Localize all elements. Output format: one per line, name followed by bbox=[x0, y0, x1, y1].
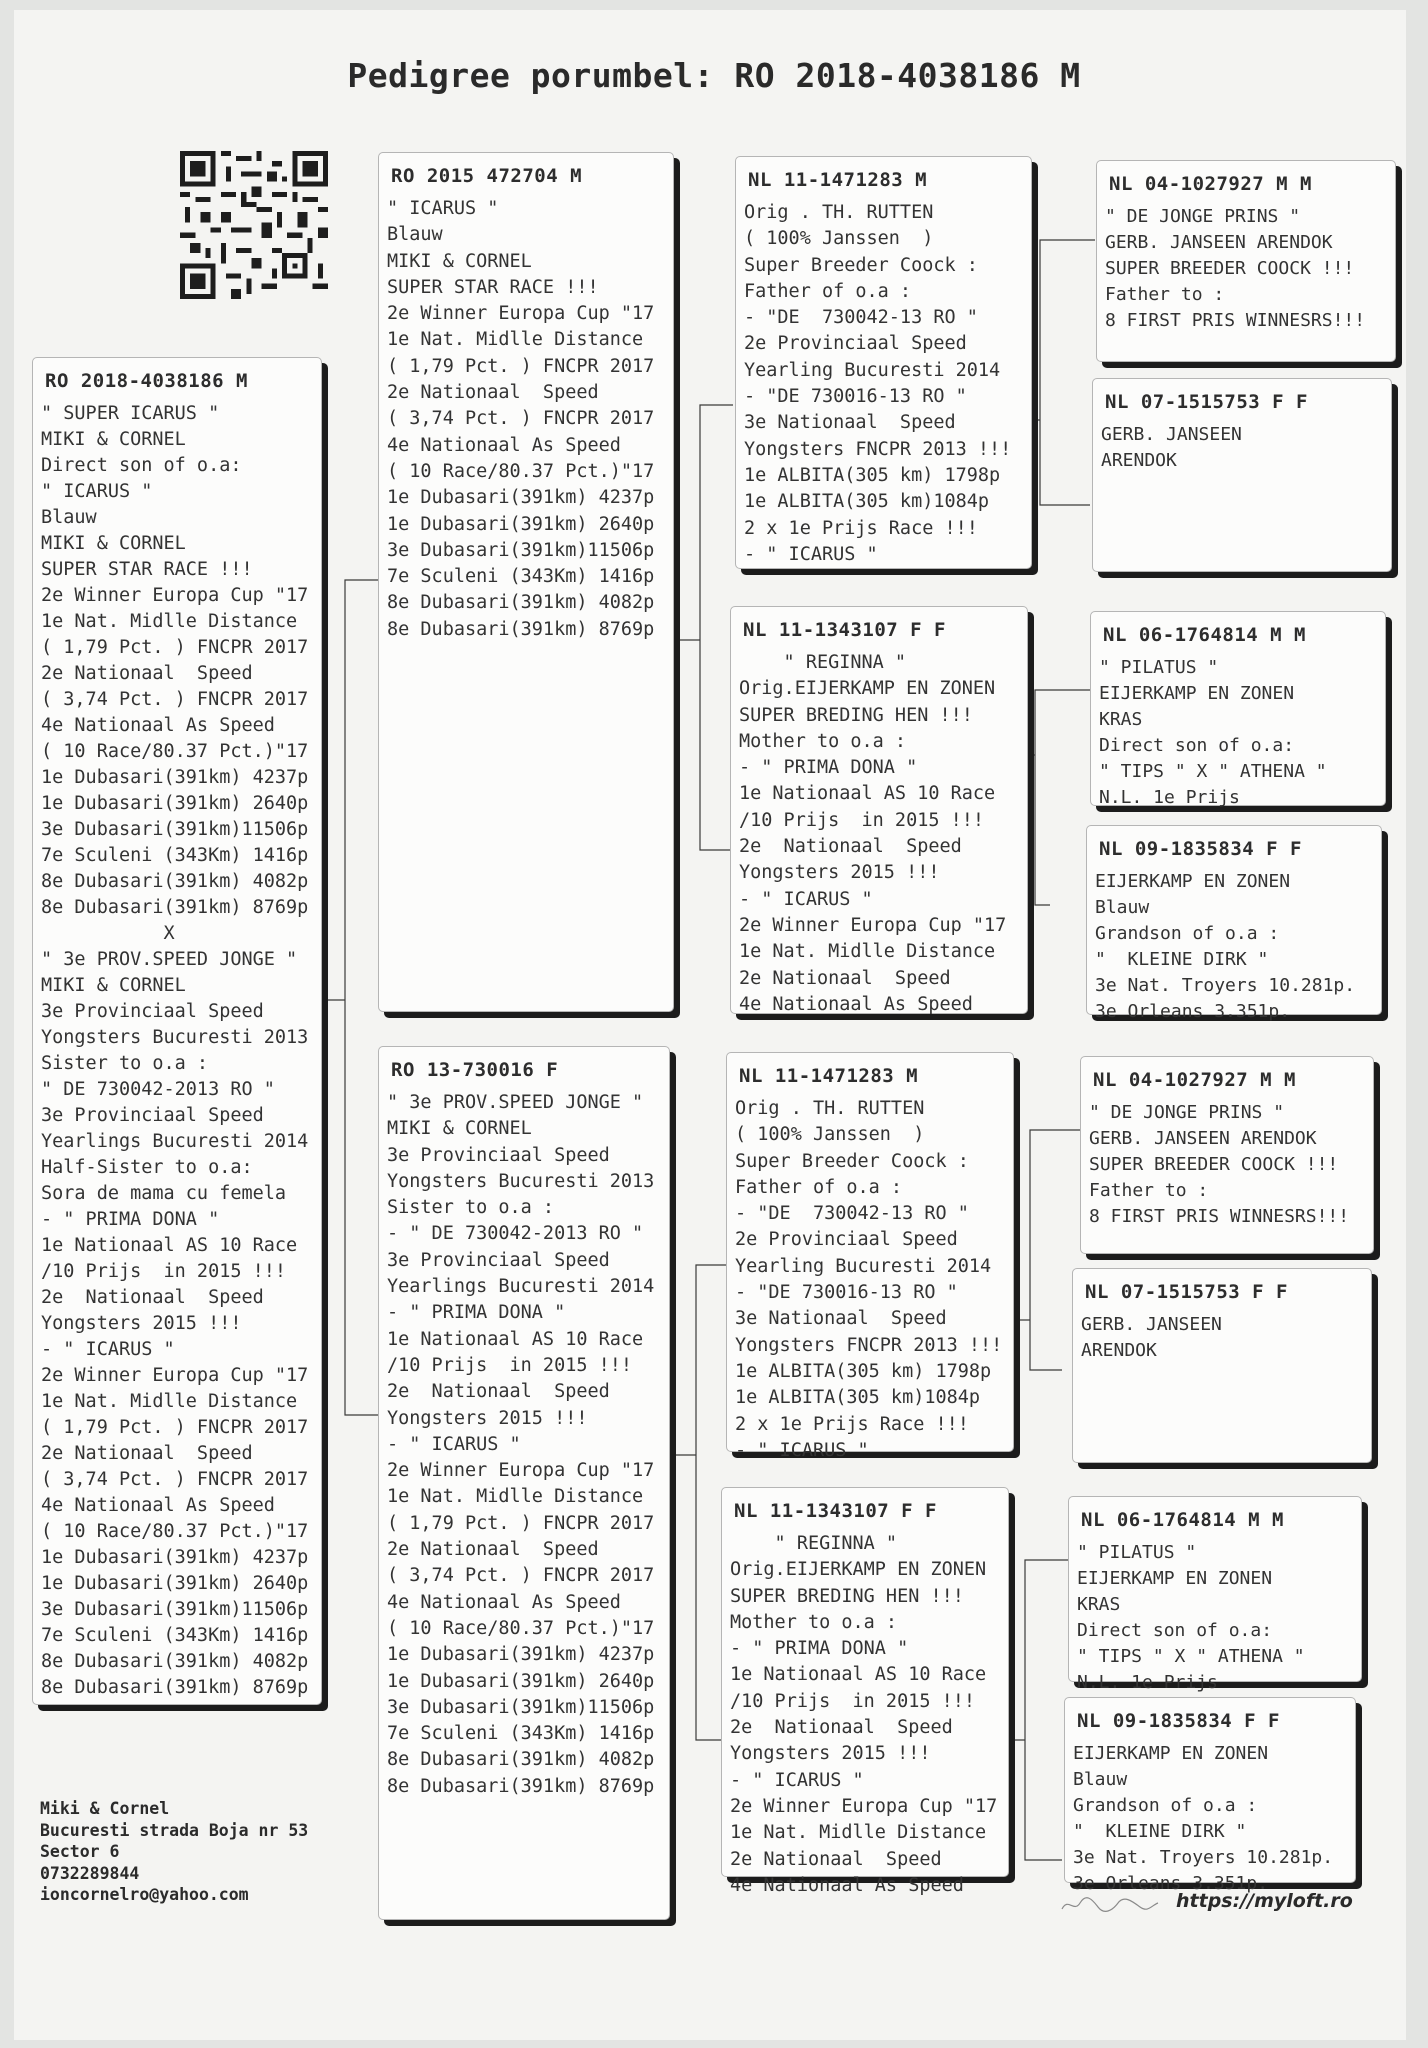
detail-line: /10 Prijs in 2015 !!! bbox=[41, 1261, 287, 1282]
detail-line: MIKI & CORNEL bbox=[41, 975, 186, 996]
detail-line: Direct son of o.a: bbox=[41, 455, 242, 476]
detail-line: 1e Dubasari(391km) 2640p bbox=[41, 793, 309, 814]
detail-line: Sister to o.a : bbox=[41, 1053, 209, 1074]
detail-line: Yongsters FNCPR 2013 !!! bbox=[744, 438, 1012, 460]
detail-line: Super Breeder Coock : bbox=[735, 1150, 969, 1172]
detail-line: 3e Dubasari(391km)11506p bbox=[387, 1696, 655, 1718]
detail-line: 2 x 1e Prijs Race !!! bbox=[735, 1413, 969, 1435]
detail-line: Direct son of o.a: bbox=[1099, 735, 1295, 756]
detail-line: Father to : bbox=[1089, 1180, 1209, 1201]
pedigree-card-great-grandparent bbox=[1096, 160, 1396, 362]
detail-line: SUPER BREDING HEN !!! bbox=[739, 704, 973, 726]
detail-line: MIKI & CORNEL bbox=[387, 1118, 532, 1140]
detail-line: 2e Nationaal Speed bbox=[41, 1287, 264, 1308]
detail-line: " PILATUS " bbox=[1077, 1542, 1197, 1563]
detail-line: ( 10 Race/80.37 Pct.)"17 bbox=[41, 741, 309, 762]
page-title: Pedigree porumbel: RO 2018-4038186 M bbox=[347, 56, 1081, 95]
detail-line: 3e Nat. Troyers 10.281p. bbox=[1073, 1847, 1334, 1868]
detail-line: 3e Orleans 3.351p. bbox=[1095, 1001, 1291, 1022]
detail-line: 8 FIRST PRIS WINNESRS!!! bbox=[1105, 310, 1366, 331]
detail-line: 7e Sculeni (343Km) 1416p bbox=[41, 1625, 309, 1646]
qr-code-graphic bbox=[180, 151, 328, 299]
detail-line: GERB. JANSEEN ARENDOK bbox=[1089, 1128, 1317, 1149]
detail-line: 3e Provinciaal Speed bbox=[41, 1105, 264, 1126]
detail-line: 2e Winner Europa Cup "17 bbox=[41, 1365, 309, 1386]
detail-line: " TIPS " X " ATHENA " bbox=[1099, 761, 1327, 782]
detail-line: Orig.EIJERKAMP EN ZONEN bbox=[739, 678, 996, 700]
detail-line: " REGINNA " bbox=[730, 1533, 898, 1554]
detail-line: MIKI & CORNEL bbox=[387, 250, 532, 272]
detail-line: 3e Dubasari(391km)11506p bbox=[41, 1599, 309, 1620]
ring-number: NL 07-1515753 F F bbox=[1105, 391, 1308, 413]
detail-line: EIJERKAMP EN ZONEN bbox=[1095, 871, 1291, 892]
detail-line: 2e Nationaal Speed bbox=[730, 1848, 942, 1870]
detail-line: " ICARUS " bbox=[41, 481, 153, 502]
detail-line: 1e Nat. Midlle Distance bbox=[41, 1391, 298, 1412]
detail-line: - " ICARUS " bbox=[730, 1769, 864, 1791]
detail-line: MIKI & CORNEL bbox=[41, 533, 186, 554]
detail-line: 4e Nationaal As Speed bbox=[387, 1591, 621, 1613]
grandmother-maternal-details bbox=[722, 1522, 1008, 1899]
detail-line: 7e Sculeni (343Km) 1416p bbox=[41, 845, 309, 866]
detail-line: ( 1,79 Pct. ) FNCPR 2017 bbox=[387, 1512, 655, 1534]
website-link[interactable]: https://myloft.ro bbox=[1176, 1890, 1353, 1912]
detail-line: - " DE 730042-2013 RO " bbox=[387, 1223, 644, 1245]
detail-line: 1e ALBITA(305 km)1084p bbox=[744, 491, 990, 513]
detail-line: - " ICARUS " bbox=[387, 1433, 521, 1455]
detail-line: Mother to o.a : bbox=[730, 1611, 898, 1633]
detail-line: 1e Nat. Midlle Distance bbox=[739, 941, 996, 963]
ring-number: NL 07-1515753 F F bbox=[1085, 1281, 1288, 1303]
ring-number: NL 09-1835834 F F bbox=[1099, 838, 1302, 860]
detail-line: ( 3,74 Pct. ) FNCPR 2017 bbox=[387, 408, 655, 430]
detail-line: Sora de mama cu femela bbox=[41, 1183, 287, 1204]
detail-line: 2e Nationaal Speed bbox=[730, 1717, 953, 1739]
owner-name: Miki & Cornel bbox=[40, 1799, 170, 1818]
detail-line: ( 3,74 Pct. ) FNCPR 2017 bbox=[41, 689, 309, 710]
detail-line: - " ICARUS " bbox=[735, 1439, 869, 1461]
signature-mark bbox=[1060, 1893, 1160, 1915]
detail-line: 2e Winner Europa Cup "17 bbox=[730, 1795, 998, 1817]
detail-line: Blauw bbox=[1073, 1769, 1128, 1790]
pedigree-card-father bbox=[378, 152, 674, 1012]
detail-line: " DE JONGE PRINS " bbox=[1105, 206, 1301, 227]
detail-line: 2e Provinciaal Speed bbox=[735, 1229, 958, 1251]
owner-contact bbox=[40, 1798, 308, 1906]
grandfather-maternal-details bbox=[727, 1087, 1013, 1464]
detail-line: " DE JONGE PRINS " bbox=[1089, 1102, 1285, 1123]
detail-line: Yearlings Bucuresti 2014 bbox=[387, 1276, 655, 1298]
detail-line: 1e Dubasari(391km) 4237p bbox=[387, 487, 655, 509]
ring-number: NL 06-1764814 M M bbox=[1081, 1509, 1284, 1531]
detail-line: ARENDOK bbox=[1101, 450, 1177, 471]
ring-number: NL 04-1027927 M M bbox=[1093, 1069, 1296, 1091]
detail-line: Blauw bbox=[387, 224, 443, 246]
detail-line: /10 Prijs in 2015 !!! bbox=[730, 1690, 976, 1712]
grandfather-paternal-details bbox=[736, 191, 1031, 568]
detail-line: Half-Sister to o.a: bbox=[41, 1157, 253, 1178]
detail-line: 2e Nationaal Speed bbox=[387, 1381, 610, 1403]
detail-line: 8e Dubasari(391km) 4082p bbox=[41, 871, 309, 892]
detail-line: /10 Prijs in 2015 !!! bbox=[387, 1354, 633, 1376]
ring-number: NL 06-1764814 M M bbox=[1103, 624, 1306, 646]
detail-line: " DE 730042-2013 RO " bbox=[41, 1079, 275, 1100]
detail-line: 1e Nat. Midlle Distance bbox=[730, 1822, 987, 1844]
detail-line: Yongsters 2015 !!! bbox=[730, 1743, 931, 1765]
great-grandparent-details bbox=[1069, 1531, 1361, 1696]
detail-line: SUPER BREDING HEN !!! bbox=[730, 1585, 964, 1607]
detail-line: 8 FIRST PRIS WINNESRS!!! bbox=[1089, 1206, 1350, 1227]
detail-line: ( 100% Janssen ) bbox=[744, 228, 934, 250]
pedigree-card-great-grandparent bbox=[1090, 611, 1386, 806]
detail-line: 3e Nat. Troyers 10.281p. bbox=[1095, 975, 1356, 996]
detail-line: 8e Dubasari(391km) 8769p bbox=[41, 1677, 309, 1698]
owner-sector: Sector 6 bbox=[40, 1842, 120, 1861]
detail-line: Mother to o.a : bbox=[739, 730, 907, 752]
detail-line: ( 10 Race/80.37 Pct.)"17 bbox=[387, 1617, 655, 1639]
detail-line: EIJERKAMP EN ZONEN bbox=[1077, 1568, 1273, 1589]
great-grandparent-details bbox=[1091, 646, 1385, 811]
detail-line: 2e Nationaal Speed bbox=[387, 382, 599, 404]
grandmother-paternal-details bbox=[731, 641, 1027, 1018]
detail-line: ( 10 Race/80.37 Pct.)"17 bbox=[41, 1521, 309, 1542]
detail-line: 3e Nationaal Speed bbox=[744, 412, 956, 434]
detail-line: 8e Dubasari(391km) 8769p bbox=[387, 618, 655, 640]
detail-line: " KLEINE DIRK " bbox=[1095, 949, 1269, 970]
detail-line: Sister to o.a : bbox=[387, 1197, 555, 1219]
detail-line: Yongsters Bucuresti 2013 bbox=[387, 1170, 655, 1192]
detail-line: - " PRIMA DONA " bbox=[387, 1302, 566, 1324]
detail-line: 1e Nationaal AS 10 Race bbox=[739, 783, 996, 805]
detail-line: ( 1,79 Pct. ) FNCPR 2017 bbox=[387, 355, 655, 377]
detail-line: 3e Orleans 3.351p. bbox=[1073, 1873, 1269, 1894]
detail-line: - " PRIMA DONA " bbox=[739, 757, 918, 779]
detail-line: Yongsters 2015 !!! bbox=[41, 1313, 242, 1334]
detail-line: " ICARUS " bbox=[387, 198, 499, 219]
detail-line: SUPER STAR RACE !!! bbox=[387, 276, 599, 298]
detail-line: MIKI & CORNEL bbox=[41, 429, 186, 450]
detail-line: Grandson of o.a : bbox=[1073, 1795, 1258, 1816]
detail-line: Orig . TH. RUTTEN bbox=[744, 202, 934, 223]
detail-line: SUPER BREEDER COOCK !!! bbox=[1105, 258, 1355, 279]
ring-number: NL 09-1835834 F F bbox=[1077, 1710, 1280, 1732]
detail-line: GERB. JANSEEN ARENDOK bbox=[1105, 232, 1333, 253]
detail-line: Yongsters FNCPR 2013 !!! bbox=[735, 1334, 1003, 1356]
detail-line: Yongsters 2015 !!! bbox=[387, 1407, 588, 1429]
detail-line: 1e Nationaal AS 10 Race bbox=[730, 1664, 987, 1686]
detail-line: Blauw bbox=[41, 507, 97, 528]
detail-line: 2e Nationaal Speed bbox=[41, 1443, 253, 1464]
detail-line: " SUPER ICARUS " bbox=[41, 403, 220, 424]
pedigree-card-great-grandparent bbox=[1086, 825, 1382, 1022]
detail-line: Blauw bbox=[1095, 897, 1150, 918]
owner-email: ioncornelro@yahoo.com bbox=[40, 1885, 249, 1904]
pedigree-card-grandmother-paternal bbox=[730, 606, 1028, 1014]
detail-line: Father to : bbox=[1105, 284, 1225, 305]
ring-number: RO 2015 472704 M bbox=[391, 165, 583, 187]
pedigree-card-great-grandparent bbox=[1072, 1268, 1372, 1463]
pedigree-card-pigeon bbox=[32, 357, 322, 1705]
pedigree-card-great-grandparent bbox=[1068, 1496, 1362, 1693]
ring-number: RO 2018-4038186 M bbox=[45, 370, 248, 392]
detail-line: 2e Nationaal Speed bbox=[41, 663, 253, 684]
detail-line: 1e ALBITA(305 km) 1798p bbox=[735, 1360, 992, 1382]
detail-line: - "DE 730016-13 RO " bbox=[735, 1282, 958, 1304]
detail-line: - " ICARUS " bbox=[739, 888, 873, 910]
detail-line: - " ICARUS " bbox=[744, 543, 878, 565]
detail-line: 1e Nat. Midlle Distance bbox=[387, 329, 644, 351]
detail-line: Orig . TH. RUTTEN bbox=[735, 1098, 925, 1119]
detail-line: 2e Winner Europa Cup "17 bbox=[41, 585, 309, 606]
pedigree-card-mother bbox=[378, 1046, 670, 1920]
detail-line: 1e Dubasari(391km) 2640p bbox=[387, 1670, 655, 1692]
detail-line: Yearlings Bucuresti 2014 bbox=[41, 1131, 309, 1152]
detail-line: " TIPS " X " ATHENA " bbox=[1077, 1646, 1305, 1667]
detail-line: 1e Dubasari(391km) 4237p bbox=[387, 1644, 655, 1666]
detail-line: - "DE 730042-13 RO " bbox=[735, 1203, 969, 1225]
qr-code bbox=[180, 151, 328, 299]
detail-line: ( 100% Janssen ) bbox=[735, 1124, 925, 1146]
detail-line: Father of o.a : bbox=[735, 1176, 903, 1198]
detail-line: 2 x 1e Prijs Race !!! bbox=[744, 517, 978, 539]
detail-line: 8e Dubasari(391km) 4082p bbox=[387, 592, 655, 614]
ring-number: RO 13-730016 F bbox=[391, 1059, 559, 1081]
detail-line: KRAS bbox=[1077, 1594, 1121, 1615]
detail-line: Yongsters 2015 !!! bbox=[739, 862, 940, 884]
mother-details bbox=[379, 1081, 669, 1800]
detail-line: ( 1,79 Pct. ) FNCPR 2017 bbox=[41, 637, 309, 658]
detail-line: ( 3,74 Pct. ) FNCPR 2017 bbox=[41, 1469, 309, 1490]
pedigree-card-great-grandparent bbox=[1092, 378, 1392, 572]
pedigree-card-great-grandparent bbox=[1080, 1056, 1374, 1254]
detail-line: GERB. JANSEEN bbox=[1101, 424, 1242, 445]
detail-line: 1e Dubasari(391km) 2640p bbox=[387, 513, 655, 535]
detail-line: 4e Nationaal As Speed bbox=[387, 434, 621, 456]
detail-line: - "DE 730016-13 RO " bbox=[744, 386, 967, 408]
pedigree-card-great-grandparent bbox=[1064, 1697, 1356, 1894]
detail-line: 8e Dubasari(391km) 8769p bbox=[387, 1775, 655, 1797]
detail-line: - "DE 730042-13 RO " bbox=[744, 307, 978, 329]
detail-line: 1e Dubasari(391km) 4237p bbox=[41, 1547, 309, 1568]
detail-line: - " ICARUS " bbox=[41, 1339, 175, 1360]
detail-line: 2e Nationaal Speed bbox=[739, 967, 951, 989]
pigeon-details bbox=[33, 392, 321, 1701]
detail-line: 4e Nationaal As Speed bbox=[41, 715, 275, 736]
detail-line: 1e Nat. Midlle Distance bbox=[41, 611, 298, 632]
detail-line: 1e ALBITA(305 km) 1798p bbox=[744, 464, 1001, 486]
detail-line: 8e Dubasari(391km) 4082p bbox=[387, 1749, 655, 1771]
detail-line: EIJERKAMP EN ZONEN bbox=[1099, 683, 1295, 704]
owner-address: Bucuresti strada Boja nr 53 bbox=[40, 1820, 309, 1840]
detail-line: Direct son of o.a: bbox=[1077, 1620, 1273, 1641]
detail-line: 4e Nationaal As Speed bbox=[41, 1495, 275, 1516]
detail-line: Super Breeder Coock : bbox=[744, 254, 978, 276]
detail-line: /10 Prijs in 2015 !!! bbox=[739, 809, 985, 831]
detail-line: 2e Nationaal Speed bbox=[387, 1539, 599, 1561]
detail-line: 1e Dubasari(391km) 4237p bbox=[41, 767, 309, 788]
detail-line: Grandson of o.a : bbox=[1095, 923, 1280, 944]
detail-line: 2e Nationaal Speed bbox=[739, 836, 962, 858]
great-grandparent-details bbox=[1065, 1732, 1355, 1897]
detail-line: " REGINNA " bbox=[739, 652, 907, 673]
detail-line: 4e Nationaal As Speed bbox=[739, 993, 973, 1015]
detail-line: 1e Nationaal AS 10 Race bbox=[387, 1328, 644, 1350]
detail-line: 8e Dubasari(391km) 8769p bbox=[41, 897, 309, 918]
detail-line: 3e Nationaal Speed bbox=[735, 1308, 947, 1330]
detail-line: 7e Sculeni (343Km) 1416p bbox=[387, 1723, 655, 1745]
detail-line: Orig.EIJERKAMP EN ZONEN bbox=[730, 1559, 987, 1581]
detail-line: Yearling Bucuresti 2014 bbox=[735, 1255, 992, 1277]
detail-line: 2e Winner Europa Cup "17 bbox=[739, 914, 1007, 936]
detail-line: Father of o.a : bbox=[744, 280, 912, 302]
pedigree-card-grandfather-maternal bbox=[726, 1052, 1014, 1461]
ring-number: NL 11-1471283 M bbox=[748, 169, 928, 191]
detail-line: 1e ALBITA(305 km)1084p bbox=[735, 1387, 981, 1409]
detail-line: 3e Dubasari(391km)11506p bbox=[41, 819, 309, 840]
ring-number: NL 11-1343107 F F bbox=[743, 619, 946, 641]
detail-line: 1e Dubasari(391km) 2640p bbox=[41, 1573, 309, 1594]
detail-line: Yearling Bucuresti 2014 bbox=[744, 359, 1001, 381]
detail-line: 1e Nationaal AS 10 Race bbox=[41, 1235, 298, 1256]
detail-line: 3e Provinciaal Speed bbox=[41, 1001, 264, 1022]
detail-line: 7e Sculeni (343Km) 1416p bbox=[387, 566, 655, 588]
pedigree-card-grandfather-paternal bbox=[735, 156, 1032, 569]
ring-number: NL 04-1027927 M M bbox=[1109, 173, 1312, 195]
great-grandparent-details bbox=[1081, 1091, 1373, 1230]
detail-line: " KLEINE DIRK " bbox=[1073, 1821, 1247, 1842]
detail-line: 8e Dubasari(391km) 4082p bbox=[41, 1651, 309, 1672]
detail-line: ( 10 Race/80.37 Pct.)"17 bbox=[387, 460, 655, 482]
detail-line: N.L. 1e Prijs bbox=[1077, 1672, 1218, 1693]
detail-line: 2e Provinciaal Speed bbox=[744, 333, 967, 355]
detail-line: KRAS bbox=[1099, 709, 1143, 730]
detail-line: 4e Nationaal As Speed bbox=[730, 1874, 964, 1896]
detail-line: ( 1,79 Pct. ) FNCPR 2017 bbox=[41, 1417, 309, 1438]
detail-line: SUPER BREEDER COOCK !!! bbox=[1089, 1154, 1339, 1175]
detail-line: GERB. JANSEEN bbox=[1081, 1314, 1222, 1335]
great-grandparent-details bbox=[1087, 860, 1381, 1025]
ring-number: NL 11-1471283 M bbox=[739, 1065, 919, 1087]
great-grandparent-details bbox=[1093, 413, 1391, 474]
detail-line: SUPER STAR RACE !!! bbox=[41, 559, 253, 580]
detail-line: 3e Provinciaal Speed bbox=[387, 1144, 610, 1166]
great-grandparent-details bbox=[1073, 1303, 1371, 1364]
owner-phone: 0732289844 bbox=[40, 1863, 140, 1883]
detail-line: - " PRIMA DONA " bbox=[730, 1638, 909, 1660]
father-details bbox=[379, 187, 673, 643]
detail-line: N.L. 1e Prijs bbox=[1099, 787, 1240, 808]
great-grandparent-details bbox=[1097, 195, 1395, 334]
detail-line: " 3e PROV.SPEED JONGE " bbox=[41, 949, 298, 970]
detail-line: 3e Provinciaal Speed bbox=[387, 1249, 610, 1271]
ring-number: NL 11-1343107 F F bbox=[734, 1500, 937, 1522]
detail-line: " PILATUS " bbox=[1099, 657, 1219, 678]
detail-line: EIJERKAMP EN ZONEN bbox=[1073, 1743, 1269, 1764]
detail-line: Yongsters Bucuresti 2013 bbox=[41, 1027, 309, 1048]
detail-line: 2e Winner Europa Cup "17 bbox=[387, 1460, 655, 1482]
detail-line: 1e Nat. Midlle Distance bbox=[387, 1486, 644, 1508]
detail-line: 3e Dubasari(391km)11506p bbox=[387, 539, 655, 561]
detail-line: X bbox=[41, 923, 175, 944]
detail-line: " 3e PROV.SPEED JONGE " bbox=[387, 1092, 644, 1113]
detail-line: ARENDOK bbox=[1081, 1340, 1157, 1361]
detail-line: - " PRIMA DONA " bbox=[41, 1209, 220, 1230]
detail-line: 2e Winner Europa Cup "17 bbox=[387, 303, 655, 325]
detail-line: ( 3,74 Pct. ) FNCPR 2017 bbox=[387, 1565, 655, 1587]
pedigree-card-grandmother-maternal bbox=[721, 1487, 1009, 1896]
